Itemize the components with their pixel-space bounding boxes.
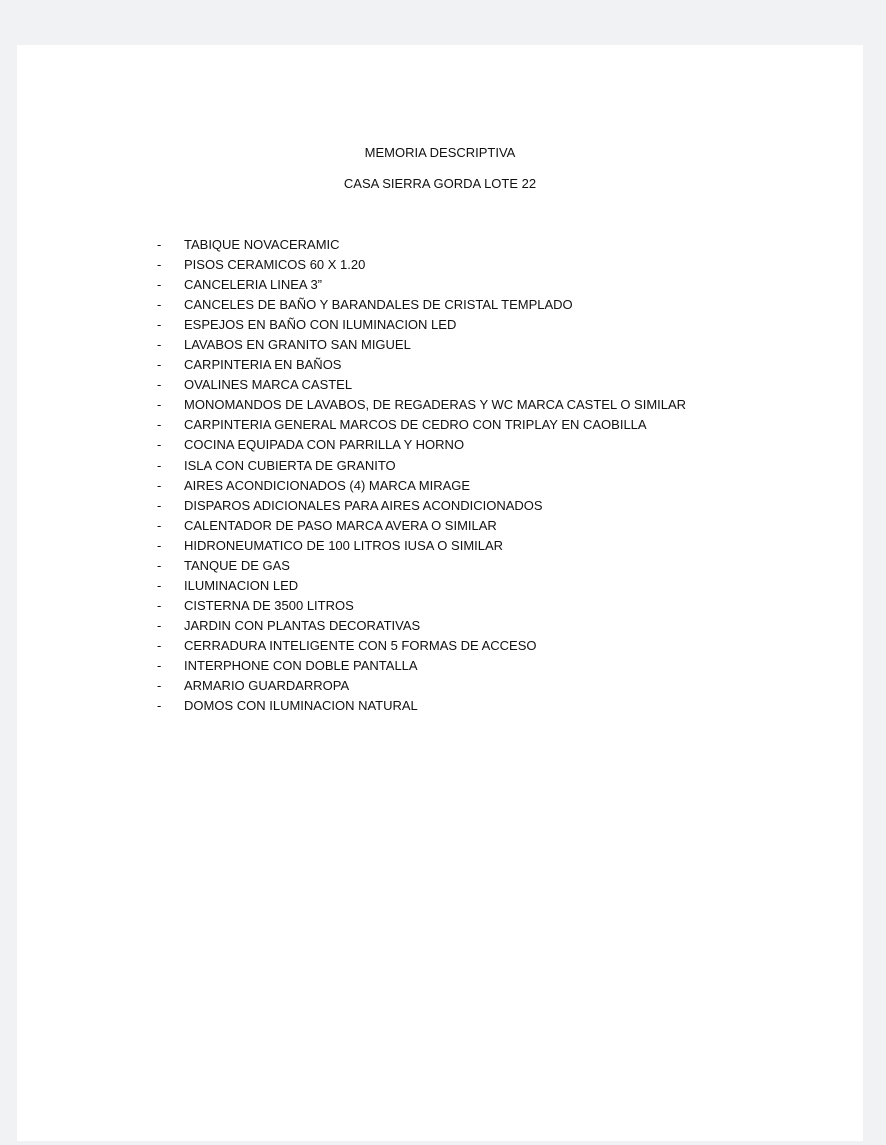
list-item-text: DOMOS CON ILUMINACION NATURAL: [184, 698, 418, 714]
list-bullet: -: [157, 337, 162, 353]
list-item-text: MONOMANDOS DE LAVABOS, DE REGADERAS Y WC MARCA CASTEL O SIMILAR: [184, 397, 687, 413]
list-bullet: -: [157, 497, 162, 513]
list-bullet: -: [157, 577, 162, 593]
document-page: [17, 45, 863, 1141]
list-bullet: -: [157, 237, 162, 252]
list-bullet: -: [157, 457, 162, 473]
list-item-text: CANCELES DE BAÑO Y BARANDALES DE CRISTAL TEMPLADO: [184, 297, 573, 313]
list-bullet: -: [157, 277, 162, 293]
list-item-text: TABIQUE NOVACERAMIC: [184, 237, 340, 252]
list-bullet: -: [157, 397, 162, 413]
list-bullet: -: [157, 597, 162, 613]
list-item-text: CARPINTERIA EN BAÑOS: [184, 357, 342, 373]
list-bullet: -: [157, 678, 162, 694]
list-item-text: HIDRONEUMATICO DE 100 LITROS IUSA O SIMILAR: [184, 537, 504, 553]
list-item-text: OVALINES MARCA CASTEL: [184, 377, 353, 393]
list-item-text: JARDIN CON PLANTAS DECORATIVAS: [184, 617, 421, 633]
list-item-text: PISOS CERAMICOS 60 X 1.20: [184, 257, 366, 273]
list-item-text: COCINA EQUIPADA CON PARRILLA Y HORNO: [184, 437, 465, 453]
list-item-text: TANQUE DE GAS: [184, 557, 290, 573]
list-item-text: CANCELERIA LINEA 3”: [184, 277, 322, 293]
list-bullet: -: [157, 477, 162, 493]
document-subtitle: CASA SIERRA GORDA LOTE 22: [343, 176, 537, 191]
list-bullet: -: [157, 437, 162, 453]
list-item-text: ARMARIO GUARDARROPA: [184, 678, 350, 694]
list-item-text: CARPINTERIA GENERAL MARCOS DE CEDRO CON TRIPLAY EN CAOBILLA: [184, 417, 647, 433]
list-bullet: -: [157, 517, 162, 533]
list-bullet: -: [157, 417, 162, 433]
list-item-text: CERRADURA INTELIGENTE CON 5 FORMAS DE ACCESO: [184, 637, 537, 653]
list-bullet: -: [157, 297, 162, 313]
list-bullet: -: [157, 698, 162, 714]
document-title: MEMORIA DESCRIPTIVA: [364, 145, 516, 160]
list-item-text: ISLA CON CUBIERTA DE GRANITO: [184, 457, 396, 473]
list-bullet: -: [157, 317, 162, 333]
list-bullet: -: [157, 657, 162, 673]
list-item-text: AIRES ACONDICIONADOS (4) MARCA MIRAGE: [184, 477, 471, 493]
list-item-text: LAVABOS EN GRANITO SAN MIGUEL: [184, 337, 411, 353]
list-bullet: -: [157, 637, 162, 653]
list-item-text: ESPEJOS EN BAÑO CON ILUMINACION LED: [184, 317, 457, 333]
list-bullet: -: [157, 537, 162, 553]
list-item-text: ILUMINACION LED: [184, 577, 299, 593]
list-item-text: CISTERNA DE 3500 LITROS: [184, 597, 354, 613]
list-item-text: CALENTADOR DE PASO MARCA AVERA O SIMILAR: [184, 517, 497, 533]
list-item-text: INTERPHONE CON DOBLE PANTALLA: [184, 657, 418, 673]
list-bullet: -: [157, 257, 162, 273]
list-item-text: DISPAROS ADICIONALES PARA AIRES ACONDICIONADOS: [184, 497, 543, 513]
list-bullet: -: [157, 377, 162, 393]
list-bullet: -: [157, 357, 162, 373]
list-bullet: -: [157, 617, 162, 633]
list-bullet: -: [157, 557, 162, 573]
